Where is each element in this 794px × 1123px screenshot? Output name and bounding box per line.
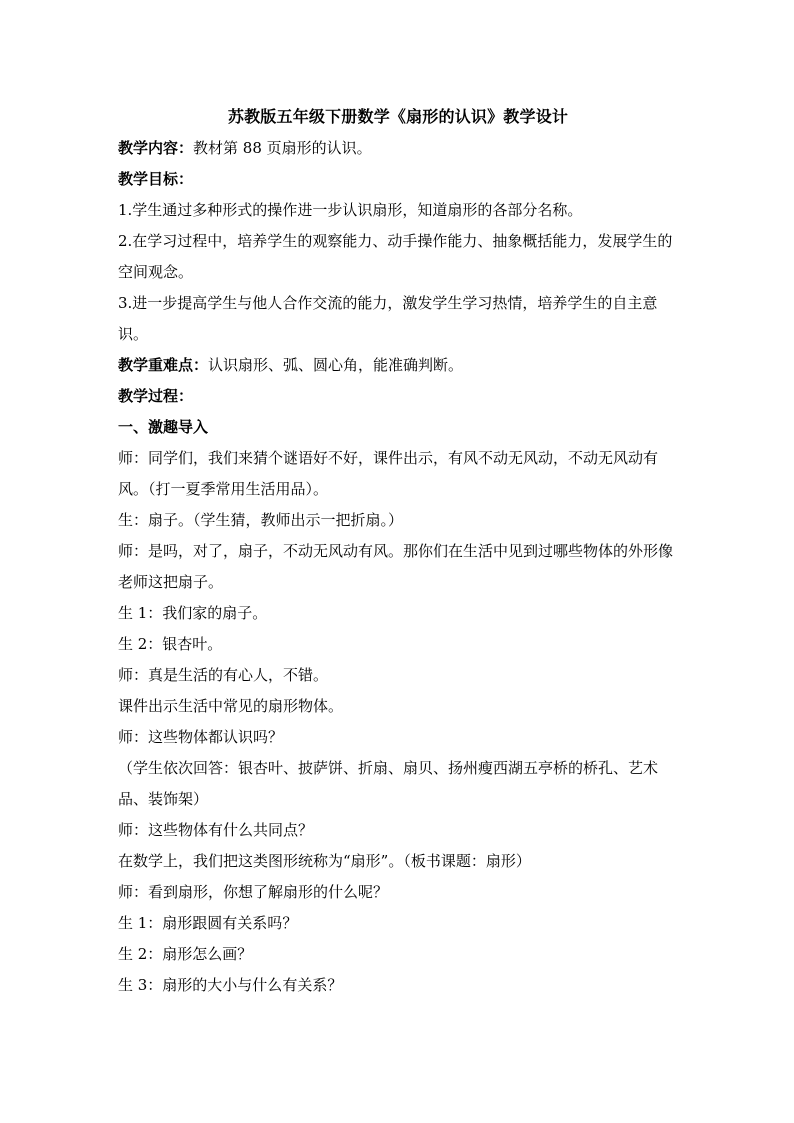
document-page bbox=[118, 100, 678, 1001]
process-line-13: 生 1：扇形跟圆有关系吗？ bbox=[118, 914, 298, 932]
goal-item-1: 1.学生通过多种形式的操作进一步认识扇形，知道扇形的各部分名称。 bbox=[118, 201, 583, 219]
document-title: 苏教版五年级下册数学《扇形的认识》教学设计 bbox=[227, 107, 569, 126]
key-points-paragraph bbox=[118, 350, 678, 381]
goal-item-3: 3.进一步提高学生与他人合作交流的能力，激发学生学习热情，培养学生的自主意识。 bbox=[118, 294, 658, 343]
process-line-3: 师：是吗，对了，扇子，不动无风动有风。那你们在生活中见到过哪些物体的外形像老师这把扇子。 bbox=[118, 542, 674, 591]
content-paragraph bbox=[118, 133, 678, 164]
process-line-14: 生 2：扇形怎么画？ bbox=[118, 945, 253, 963]
process-line-7: 课件出示生活中常见的扇形物体。 bbox=[118, 697, 344, 715]
goal-item-2: 2.在学习过程中，培养学生的观察能力、动手操作能力、抽象概括能力，发展学生的空间观念。 bbox=[118, 232, 673, 281]
section-heading-1: 一、激趣导入 bbox=[118, 418, 209, 436]
process-line-11: 在数学上，我们把这类图形统称为“扇形”。（板书课题：扇形） bbox=[118, 852, 531, 870]
key-points-text: 认识扇形、弧、圆心角，能准确判断。 bbox=[208, 356, 464, 374]
process-line-15: 生 3：扇形的大小与什么有关系？ bbox=[118, 976, 343, 994]
content-text: 教材第 88 页扇形的认识。 bbox=[193, 139, 372, 157]
process-label: 教学过程： bbox=[118, 387, 194, 405]
process-line-5: 生 2：银杏叶。 bbox=[118, 635, 223, 653]
goals-label: 教学目标： bbox=[118, 170, 194, 188]
process-line-6: 师：真是生活的有心人，不错。 bbox=[118, 666, 329, 684]
process-line-1: 师：同学们，我们来猜个谜语好不好，课件出示，有风不动无风动，不动无风动有风。（打一夏季常用生活用品）。 bbox=[118, 449, 659, 498]
process-line-9: （学生依次回答：银杏叶、披萨饼、折扇、扇贝、扬州瘦西湖五亭桥的桥孔、艺术品、装饰架） bbox=[118, 759, 659, 808]
process-line-12: 师：看到扇形，你想了解扇形的什么呢？ bbox=[118, 883, 389, 901]
process-line-2: 生：扇子。（学生猜，教师出示一把折扇。） bbox=[118, 511, 404, 529]
process-line-4: 生 1：我们家的扇子。 bbox=[118, 604, 268, 622]
process-line-8: 师：这些物体都认识吗？ bbox=[118, 728, 284, 746]
process-line-10: 师：这些物体有什么共同点？ bbox=[118, 821, 314, 839]
key-points-label: 教学重难点： bbox=[118, 356, 209, 374]
content-label: 教学内容： bbox=[118, 139, 194, 157]
